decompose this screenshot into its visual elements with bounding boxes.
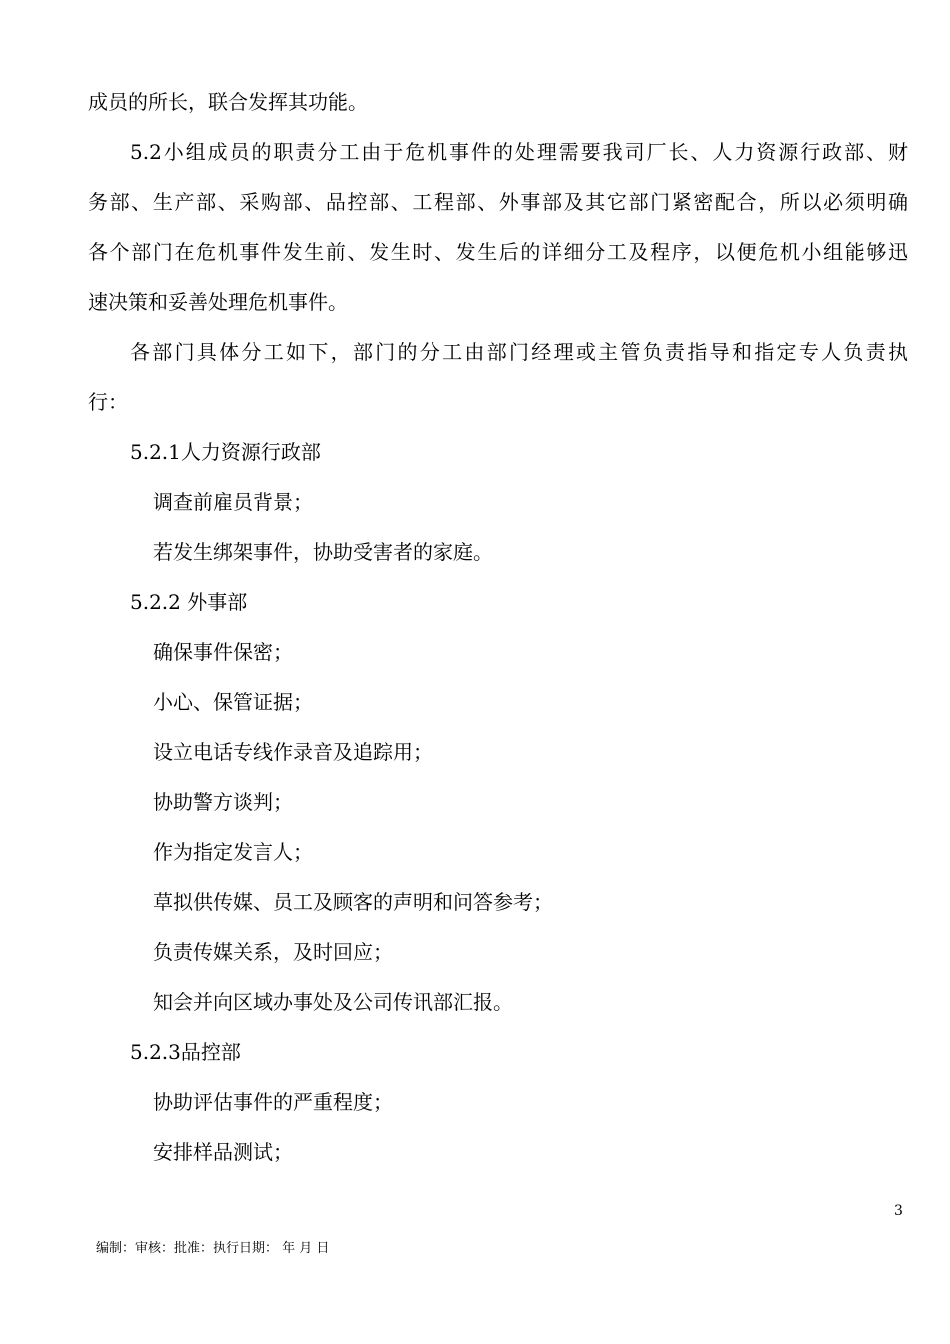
section-item: 若发生绑架事件，协助受害者的家庭。 xyxy=(153,540,493,564)
page-number: 3 xyxy=(894,1203,903,1219)
paragraph-division-line-1: 各部门具体分工如下，部门的分工由部门经理或主管负责指导和指定专人负责执 xyxy=(130,340,908,364)
section-item: 协助警方谈判； xyxy=(153,790,293,814)
paragraph-continuation: 成员的所长，联合发挥其功能。 xyxy=(88,90,368,114)
paragraph-5-2-line-3: 各个部门在危机事件发生前、发生时、发生后的详细分工及程序，以便危机小组能够迅 xyxy=(88,240,908,264)
section-heading: 5.2.2 外事部 xyxy=(130,590,248,614)
section-item: 知会并向区域办事处及公司传讯部汇报。 xyxy=(153,990,513,1014)
section-item: 作为指定发言人； xyxy=(153,840,313,864)
section-item: 负责传媒关系，及时回应； xyxy=(153,940,393,964)
section-item: 协助评估事件的严重程度； xyxy=(153,1090,393,1114)
section-item: 草拟供传媒、员工及顾客的声明和问答参考； xyxy=(153,890,553,914)
paragraph-5-2-line-2: 务部、生产部、采购部、品控部、工程部、外事部及其它部门紧密配合，所以必须明确 xyxy=(88,190,908,214)
section-item: 调查前雇员背景； xyxy=(153,490,313,514)
paragraph-5-2-line-4: 速决策和妥善处理危机事件。 xyxy=(88,290,348,314)
section-item: 小心、保管证据； xyxy=(153,690,313,714)
section-item: 确保事件保密； xyxy=(153,640,293,664)
approval-footer: 编制：审核：批准：执行日期： 年 月 日 xyxy=(96,1241,330,1256)
section-heading: 5.2.3品控部 xyxy=(130,1040,241,1064)
section-item: 安排样品测试； xyxy=(153,1140,293,1164)
paragraph-division-line-2: 行： xyxy=(88,390,128,414)
section-heading: 5.2.1人力资源行政部 xyxy=(130,440,321,464)
section-item: 设立电话专线作录音及追踪用； xyxy=(153,740,433,764)
paragraph-5-2-line-1: 5.2小组成员的职责分工由于危机事件的处理需要我司厂长、人力资源行政部、财 xyxy=(130,140,908,164)
